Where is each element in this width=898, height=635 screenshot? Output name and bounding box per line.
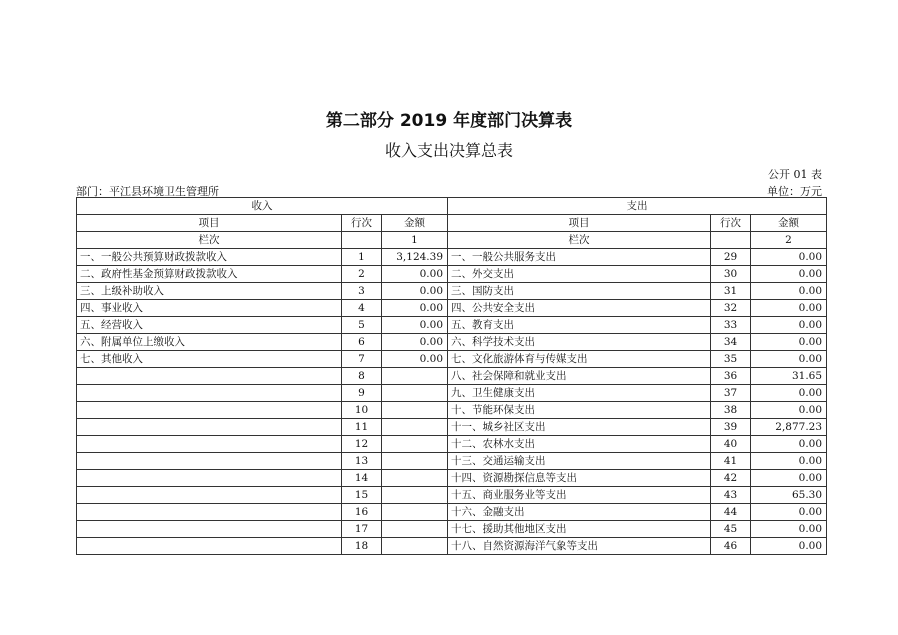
income-item (77, 402, 342, 419)
income-amount: 0.00 (382, 351, 448, 368)
expense-line: 30 (711, 266, 751, 283)
expense-line: 44 (711, 504, 751, 521)
section-header-row (77, 198, 827, 215)
table-row (77, 521, 827, 538)
table-row (77, 334, 827, 351)
income-amount (382, 368, 448, 385)
expense-amount: 0.00 (751, 521, 827, 538)
expense-amount: 0.00 (751, 351, 827, 368)
expense-item: 十五、商业服务业等支出 (448, 487, 711, 504)
income-line: 18 (342, 538, 382, 555)
table-row (77, 385, 827, 402)
expense-line: 33 (711, 317, 751, 334)
income-item (77, 368, 342, 385)
income-line: 17 (342, 521, 382, 538)
expense-item: 九、卫生健康支出 (448, 385, 711, 402)
expense-item: 五、教育支出 (448, 317, 711, 334)
income-line: 11 (342, 419, 382, 436)
expense-item: 十三、交通运输支出 (448, 453, 711, 470)
income-amount: 0.00 (382, 266, 448, 283)
expense-line: 34 (711, 334, 751, 351)
expense-item: 二、外交支出 (448, 266, 711, 283)
expense-item: 十八、自然资源海洋气象等支出 (448, 538, 711, 555)
table-row (77, 402, 827, 419)
col-header-item-2: 项目 (448, 215, 711, 232)
income-item (77, 538, 342, 555)
line-label-right: 栏次 (448, 232, 711, 249)
expense-amount: 0.00 (751, 283, 827, 300)
expense-line: 45 (711, 521, 751, 538)
income-amount (382, 385, 448, 402)
income-amount: 0.00 (382, 283, 448, 300)
form-code: 公开 01 表 (768, 168, 822, 181)
income-item (77, 385, 342, 402)
income-amount (382, 453, 448, 470)
expense-item: 六、科学技术支出 (448, 334, 711, 351)
expense-line: 46 (711, 538, 751, 555)
income-item (77, 419, 342, 436)
income-item: 三、上级补助收入 (77, 283, 342, 300)
expense-line: 40 (711, 436, 751, 453)
income-line: 12 (342, 436, 382, 453)
income-item (77, 487, 342, 504)
income-line: 7 (342, 351, 382, 368)
table-row (77, 453, 827, 470)
income-item (77, 521, 342, 538)
col-header-amount: 金额 (382, 215, 448, 232)
expense-line: 43 (711, 487, 751, 504)
income-line: 16 (342, 504, 382, 521)
expense-amount: 2,877.23 (751, 419, 827, 436)
expense-item: 十六、金融支出 (448, 504, 711, 521)
expense-item: 一、一般公共服务支出 (448, 249, 711, 266)
department-label: 部门：平江县环境卫生管理所 (76, 185, 219, 198)
expense-line: 35 (711, 351, 751, 368)
expense-item: 四、公共安全支出 (448, 300, 711, 317)
expense-amount: 0.00 (751, 317, 827, 334)
expense-line: 37 (711, 385, 751, 402)
col-header-amount-2: 金额 (751, 215, 827, 232)
expense-amount: 0.00 (751, 249, 827, 266)
income-item: 五、经营收入 (77, 317, 342, 334)
income-amount: 3,124.39 (382, 249, 448, 266)
expense-item: 十七、援助其他地区支出 (448, 521, 711, 538)
table-row (77, 504, 827, 521)
income-amount (382, 419, 448, 436)
empty-cell (342, 232, 382, 249)
income-section-header: 收入 (77, 198, 448, 215)
expense-item: 七、文化旅游体育与传媒支出 (448, 351, 711, 368)
expense-amount: 0.00 (751, 300, 827, 317)
page-title: 第二部分 2019 年度部门决算表 (325, 111, 573, 131)
page-subtitle: 收入支出决算总表 (384, 141, 513, 160)
expense-line: 31 (711, 283, 751, 300)
income-item (77, 453, 342, 470)
expense-line: 41 (711, 453, 751, 470)
empty-cell (711, 232, 751, 249)
table-row (77, 351, 827, 368)
expense-amount: 0.00 (751, 334, 827, 351)
col-header-line: 行次 (342, 215, 382, 232)
income-line: 3 (342, 283, 382, 300)
table-row (77, 300, 827, 317)
table-row (77, 419, 827, 436)
table-row (77, 538, 827, 555)
expense-amount: 0.00 (751, 504, 827, 521)
expense-line: 32 (711, 300, 751, 317)
income-amount: 0.00 (382, 300, 448, 317)
expense-amount: 0.00 (751, 453, 827, 470)
income-amount (382, 538, 448, 555)
income-amount (382, 487, 448, 504)
table-row (77, 283, 827, 300)
table-row (77, 317, 827, 334)
income-item: 二、政府性基金预算财政拨款收入 (77, 266, 342, 283)
expense-amount: 0.00 (751, 470, 827, 487)
expense-line: 29 (711, 249, 751, 266)
table-row (77, 470, 827, 487)
expense-item: 十一、城乡社区支出 (448, 419, 711, 436)
expense-amount: 0.00 (751, 266, 827, 283)
income-item: 四、事业收入 (77, 300, 342, 317)
line-label-left: 栏次 (77, 232, 342, 249)
line-num-right: 2 (751, 232, 827, 249)
income-amount (382, 504, 448, 521)
expense-line: 39 (711, 419, 751, 436)
income-amount (382, 521, 448, 538)
income-line: 5 (342, 317, 382, 334)
table-body (77, 198, 827, 555)
expense-amount: 0.00 (751, 436, 827, 453)
table-row (77, 368, 827, 385)
table-row (77, 266, 827, 283)
income-line: 2 (342, 266, 382, 283)
expense-item: 十二、农林水支出 (448, 436, 711, 453)
income-line: 6 (342, 334, 382, 351)
line-num-left: 1 (382, 232, 448, 249)
income-item (77, 504, 342, 521)
income-item: 六、附属单位上缴收入 (77, 334, 342, 351)
table-row (77, 487, 827, 504)
income-item: 七、其他收入 (77, 351, 342, 368)
income-line: 13 (342, 453, 382, 470)
income-line: 8 (342, 368, 382, 385)
income-line: 4 (342, 300, 382, 317)
income-amount (382, 470, 448, 487)
unit-label: 单位：万元 (767, 185, 822, 198)
expense-section-header: 支出 (448, 198, 827, 215)
col-header-item: 项目 (77, 215, 342, 232)
expense-item: 三、国防支出 (448, 283, 711, 300)
income-line: 14 (342, 470, 382, 487)
income-line: 9 (342, 385, 382, 402)
expense-amount: 0.00 (751, 385, 827, 402)
income-expense-table (76, 197, 827, 555)
income-line: 10 (342, 402, 382, 419)
expense-amount: 65.30 (751, 487, 827, 504)
income-amount (382, 402, 448, 419)
expense-amount: 0.00 (751, 538, 827, 555)
expense-item: 十四、资源勘探信息等支出 (448, 470, 711, 487)
income-item: 一、一般公共预算财政拨款收入 (77, 249, 342, 266)
expense-line: 36 (711, 368, 751, 385)
expense-item: 十、节能环保支出 (448, 402, 711, 419)
column-number-row (77, 232, 827, 249)
expense-line: 38 (711, 402, 751, 419)
expense-amount: 0.00 (751, 402, 827, 419)
income-amount: 0.00 (382, 317, 448, 334)
column-header-row (77, 215, 827, 232)
table-row (77, 436, 827, 453)
expense-line: 42 (711, 470, 751, 487)
income-item (77, 436, 342, 453)
income-amount (382, 436, 448, 453)
income-amount: 0.00 (382, 334, 448, 351)
col-header-line-2: 行次 (711, 215, 751, 232)
expense-item: 八、社会保障和就业支出 (448, 368, 711, 385)
income-line: 15 (342, 487, 382, 504)
table-row (77, 249, 827, 266)
income-line: 1 (342, 249, 382, 266)
expense-amount: 31.65 (751, 368, 827, 385)
income-item (77, 470, 342, 487)
